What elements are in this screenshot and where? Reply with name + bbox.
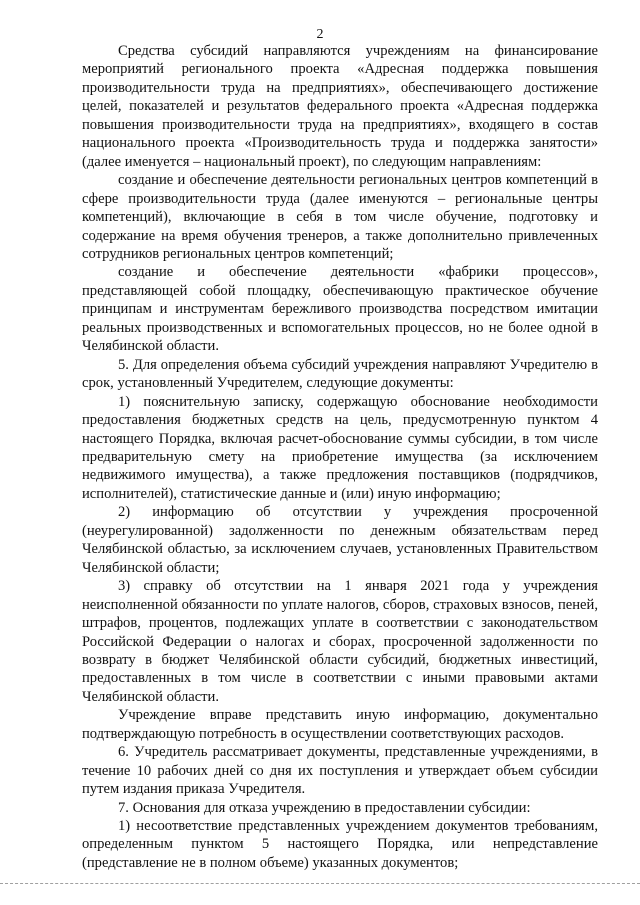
paragraph-clause-5-item-3: 3) справку об отсутствии на 1 января 2021 года у учреждения неисполненной обязанности по уплате налогов, сборов, страховых взносов, пеней, штрафов, процентов, подлежащих уплате в соответствии с законодательством Российской Федерации о налогах и сборах, просроченной задолженности по возврату в бюджет Челябинской области субсидий, бюджетных инвестиций, предоставленных в том числе в соответствии с иными правовыми актами Челябинской области.	[82, 578, 598, 705]
page-bottom-divider	[0, 883, 640, 884]
paragraph-clause-5-item-1: 1) пояснительную записку, содержащую обоснование необходимости предоставления бюджетных средств на цель, предусмотренную пунктом 4 настоящего Порядка, включая расчет-обоснование суммы субсидии, в том числе предварительную смету на приобретение имущества (за исключением недвижимого имущества), а также предложения поставщиков (подрядчиков, исполнителей), статистические данные и (или) иную информацию;	[82, 393, 598, 502]
paragraph-subsidy-purpose: Средства субсидий направляются учреждениям на финансирование мероприятий регионального проекта «Адресная поддержка повышения производительности труда на предприятиях», обеспечивающего достижение целей, показателей и результатов федерального проекта «Адресная поддержка повышения производительности труда на предприятиях», входящего в состав национального проекта «Производительность труда и поддержка занятости» (далее именуется – национальный проект), по следующим направлениям:	[82, 43, 598, 170]
paragraph-clause-5: 5. Для определения объема субсидий учреждения направляют Учредителю в срок, установленный Учредителем, следующие документы:	[82, 356, 598, 392]
document-body	[82, 42, 598, 872]
paragraph-clause-6: 6. Учредитель рассматривает документы, представленные учреждениями, в течение 10 рабочих дней со дня их поступления и утверждает объем субсидии путем издания приказа Учредителя.	[82, 744, 598, 798]
paragraph-other-information: Учреждение вправе представить иную информацию, документально подтверждающую потребность в осуществлении соответствующих расходов.	[82, 707, 598, 742]
paragraph-clause-7: 7. Основания для отказа учреждению в предоставлении субсидии:	[118, 799, 531, 816]
page-number: 2	[316, 27, 324, 42]
paragraph-clause-5-item-2: 2) информацию об отсутствии у учреждения просроченной (неурегулированной) задолженности по денежным обязательствам перед Челябинской областью, за исключением случаев, установленных Правительством Челябинской области;	[82, 504, 598, 576]
paragraph-clause-7-item-1: 1) несоответствие представленных учреждением документов требованиям, определенным пунктом 5 настоящего Порядка, или непредставление (представление не в полном объеме) указанных документов;	[82, 818, 598, 871]
paragraph-competence-centers: создание и обеспечение деятельности региональных центров компетенций в сфере производительности труда (далее именуются – региональные центры компетенций), включающие в себя в том числе обучение, подготовку и содержание на время обучения тренеров, а также дополнительно привлеченных сотрудников региональных центров компетенций;	[82, 172, 598, 262]
paragraph-process-factory: создание и обеспечение деятельности «фабрики процессов», представляющей собой площадку, обеспечивающую практическое обучение принципам и инструментам бережливого производства посредством имитации реальных производственных и вспомогательных процессов, но не более одной в Челябинской области.	[82, 264, 598, 355]
